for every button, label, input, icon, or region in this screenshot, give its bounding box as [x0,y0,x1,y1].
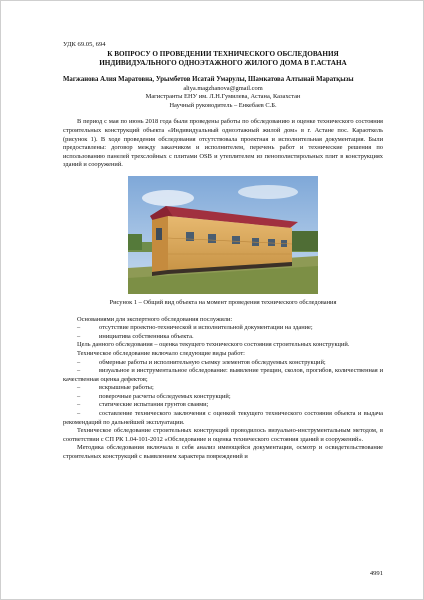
list-item: – вскрышные работы; [77,384,154,392]
list-item: – инициатива собственника объекта. [77,332,194,340]
list-item: – статические испытания грунтов сваями; [77,401,209,409]
author-email: aliya.magzhanova@gmail.com [183,84,263,92]
works-list [63,359,383,428]
article-body [63,41,383,462]
udc-code: УДК 69.05, 694 [63,41,106,48]
works-intro: Техническое обследование включало следующие виды работ: [77,349,245,357]
method-description-paragraph: Методика обследования включала в себя анализ имеющейся документации, осмотр и освидетельствование строительных конструкций с выявлением характера повреждений и [63,444,383,461]
page-number: 4991 [369,570,383,577]
article-title-line-1: К ВОПРОСУ О ПРОВЕДЕНИИ ТЕХНИЧЕСКОГО ОБСЛЕДОВАНИЯ [107,49,339,58]
article-title-line-2: ИНДИВИДУАЛЬНОГО ОДНОЭТАЖНОГО ЖИЛОГО ДОМА В Г.АСТАНА [99,59,347,68]
author-list: Магжанова Алия Маратовна, Урымбетов Исатай Умарулы, Шамкатова Алтынай Маратқызы [63,75,354,83]
list-item: – визуальное и инструментальное обследование: выявление трещин, сколов, прогибов, количественная и качественная оценка дефектов; [63,367,383,383]
basis-list [63,324,383,341]
figure-caption: Рисунок 1 – Общий вид объекта на момент проведения технического обследования [109,298,337,306]
intro-paragraph: В период с мая по июнь 2018 года были проведены работы по обследованию и оценке технического состояния строительных конструкций объекта «Индивидуальный одноэтажный жилой дом» в г. Астане пос. Караоткель (рисунок 1). В ходе проведения обследования отсутствовала проектная и исполнительная документация. Были предоставлены: договор между заказчиком и исполнителем, перечень работ и технические решения по использованию панелей трехслойных с плитами OSB и утеплителем из пенополистирольных плит в конструкциях зданий и сооружений. [63,118,383,169]
figure-house-photo [128,176,318,294]
house-photo-image [128,176,318,294]
purpose-paragraph: Цель данного обследования – оценка текущего технического состояния строительных конструкций. [77,341,350,349]
author-affiliation: Магистранты ЕНУ им. Л.Н.Гумилева, Астана, Казахстан [145,93,301,101]
list-item: – отсутствие проектно-технической и исполнительной документации на здание; [77,324,313,332]
methods-paragraph: Техническое обследование строительных конструкций проводилось визуально-инструментальным методом, в соответствии с СП РК 1.04-101-2012 «Обследование и оценка технического состояния зданий и сооружений». [63,427,383,443]
scientific-supervisor: Научный руководитель – Енкебаев С.Б. [169,101,277,109]
list-item: – поверочные расчеты обследуемых конструкций; [77,392,231,400]
basis-intro: Основаниями для экспертного обследования послужили: [77,315,233,323]
list-item: – составление технического заключения с оценкой текущего технического состояния объекта и выдача рекомендаций по дальнейшей эксплуатации. [63,410,383,426]
list-item: – обмерные работы и исполнительную съемку элементов обследуемых конструкций; [77,358,326,366]
